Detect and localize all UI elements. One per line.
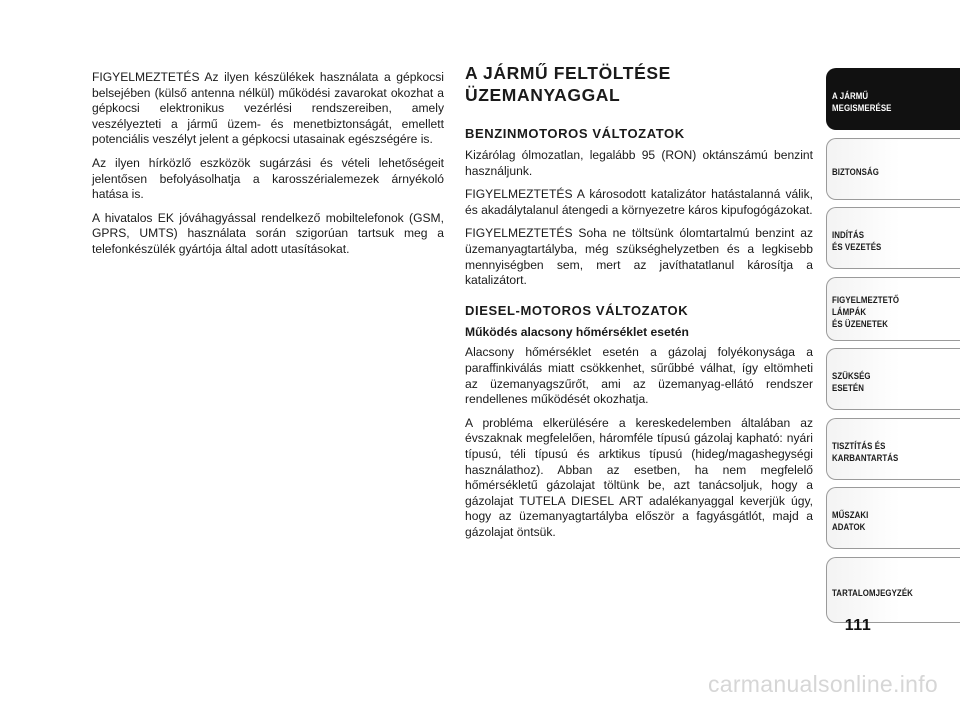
paragraph: Alacsony hőmérséklet esetén a gázolaj folyékonysága a paraffinkiválás miatt csökkenhet, sűrűbbé válhat, így eltömheti az üzemanyagszűrőt, ami az üzemanyag-ellátó rendszer rendellenes működését okozhatja. [465,345,813,407]
tab-tisztitas-es-karbantartas[interactable] [826,418,960,480]
section-title-line2: ÜZEMANYAGGAL [465,85,621,105]
chapter-tabs [826,68,960,630]
tab-label: A JÁRMŰ MEGISMERÉSE [832,91,892,114]
tab-figyelmezteto-lampak[interactable] [826,277,960,341]
section-title [465,62,813,106]
paragraph: Az ilyen hírközlő eszközök sugárzási és vételi lehetőségeit jelentősen befolyásolhatja a karosszérialemezek árnyékoló hatása is. [92,155,444,202]
right-column [465,62,813,548]
tab-label: TARTALOMJEGYZÉK [832,587,913,599]
watermark: carmanualsonline.info [707,671,938,697]
paragraph: A hivatalos EK jóváhagyással rendelkező mobiltelefonok (GSM, GPRS, UMTS) használata során szigorúan tartsuk meg a telefonkészülék gyártója által adott utasításokat. [92,210,444,256]
tab-szukseg-eseten[interactable] [826,348,960,410]
paragraph: A probléma elkerülésére a kereskedelemben általában az évszaknak megfelelően, háromféle típusú gázolaj kapható: nyári típusú, téli típusú és arktikus típusú (hideg/magashegységi használathoz). Abban az esetben, ha nem megfelelő hőmérsékletű gázolajat töltünk be, azt tanácsoljuk, hogy a gázolajat TUTELA DIESEL ART adalékanyaggal keverjük úgy, hogy az üzemanyagtartályba először a fagyásgátlót, majd a gázolajat öntsük. [465,415,813,539]
page-number: 111 [844,617,872,634]
tab-tartalomjegyzek[interactable] [826,557,960,623]
left-column [92,70,444,266]
section-title-line1: A JÁRMŰ FELTÖLTÉSE [465,63,671,83]
tab-label: TISZTÍTÁS ÉS KARBANTARTÁS [832,440,899,464]
tab-biztonsag[interactable] [826,138,960,200]
paragraph: Kizárólag ólmozatlan, legalább 95 (RON) oktánszámú benzint használjunk. [465,148,813,178]
warning-paragraph: FIGYELMEZTETÉS Az ilyen készülékek használata a gépkocsi belsejében (külső antenna nélkül) működési zavarokat okozhat a gépkocsi elektronikus vezérlési rendszereiben, amely veszélyezteti a jármű üzem- és menetbiztonságát, emellett potenciális veszélyt jelent a gépkocsi utasainak egészségére is. [92,70,444,147]
diesel-heading: DIESEL-MOTOROS VÁLTOZATOK [465,302,689,318]
tab-label: SZÜKSÉG ESETÉN [832,371,871,394]
tab-label: INDÍTÁS ÉS VEZETÉS [832,230,882,253]
tab-label: FIGYELMEZTETŐ LÁMPÁK ÉS ÜZENETEK [832,294,900,330]
diesel-subheading: Működés alacsony hőmérséklet esetén [465,324,689,339]
tab-muszaki-adatok[interactable] [826,487,960,549]
tab-label: BIZTONSÁG [832,166,879,178]
benzin-heading: BENZINMOTOROS VÁLTOZATOK [465,126,685,141]
tab-jarmu-megismerese[interactable] [826,68,960,130]
tab-inditas-es-vezetes[interactable] [826,207,960,269]
warning-paragraph: FIGYELMEZTETÉS Soha ne töltsünk ólomtartalmú benzint az üzemanyagtartályba, még szükséghelyzetben és a legkisebb mennyiségben sem, mert az javíthatatlanul károsítja a katalizátort. [465,226,813,288]
tab-label: MŰSZAKI ADATOK [832,510,869,533]
warning-paragraph: FIGYELMEZTETÉS A károsodott katalizátor hatástalanná válik, és akadálytalanul átengedi a környezetre káros kipufogógázokat. [465,187,813,217]
